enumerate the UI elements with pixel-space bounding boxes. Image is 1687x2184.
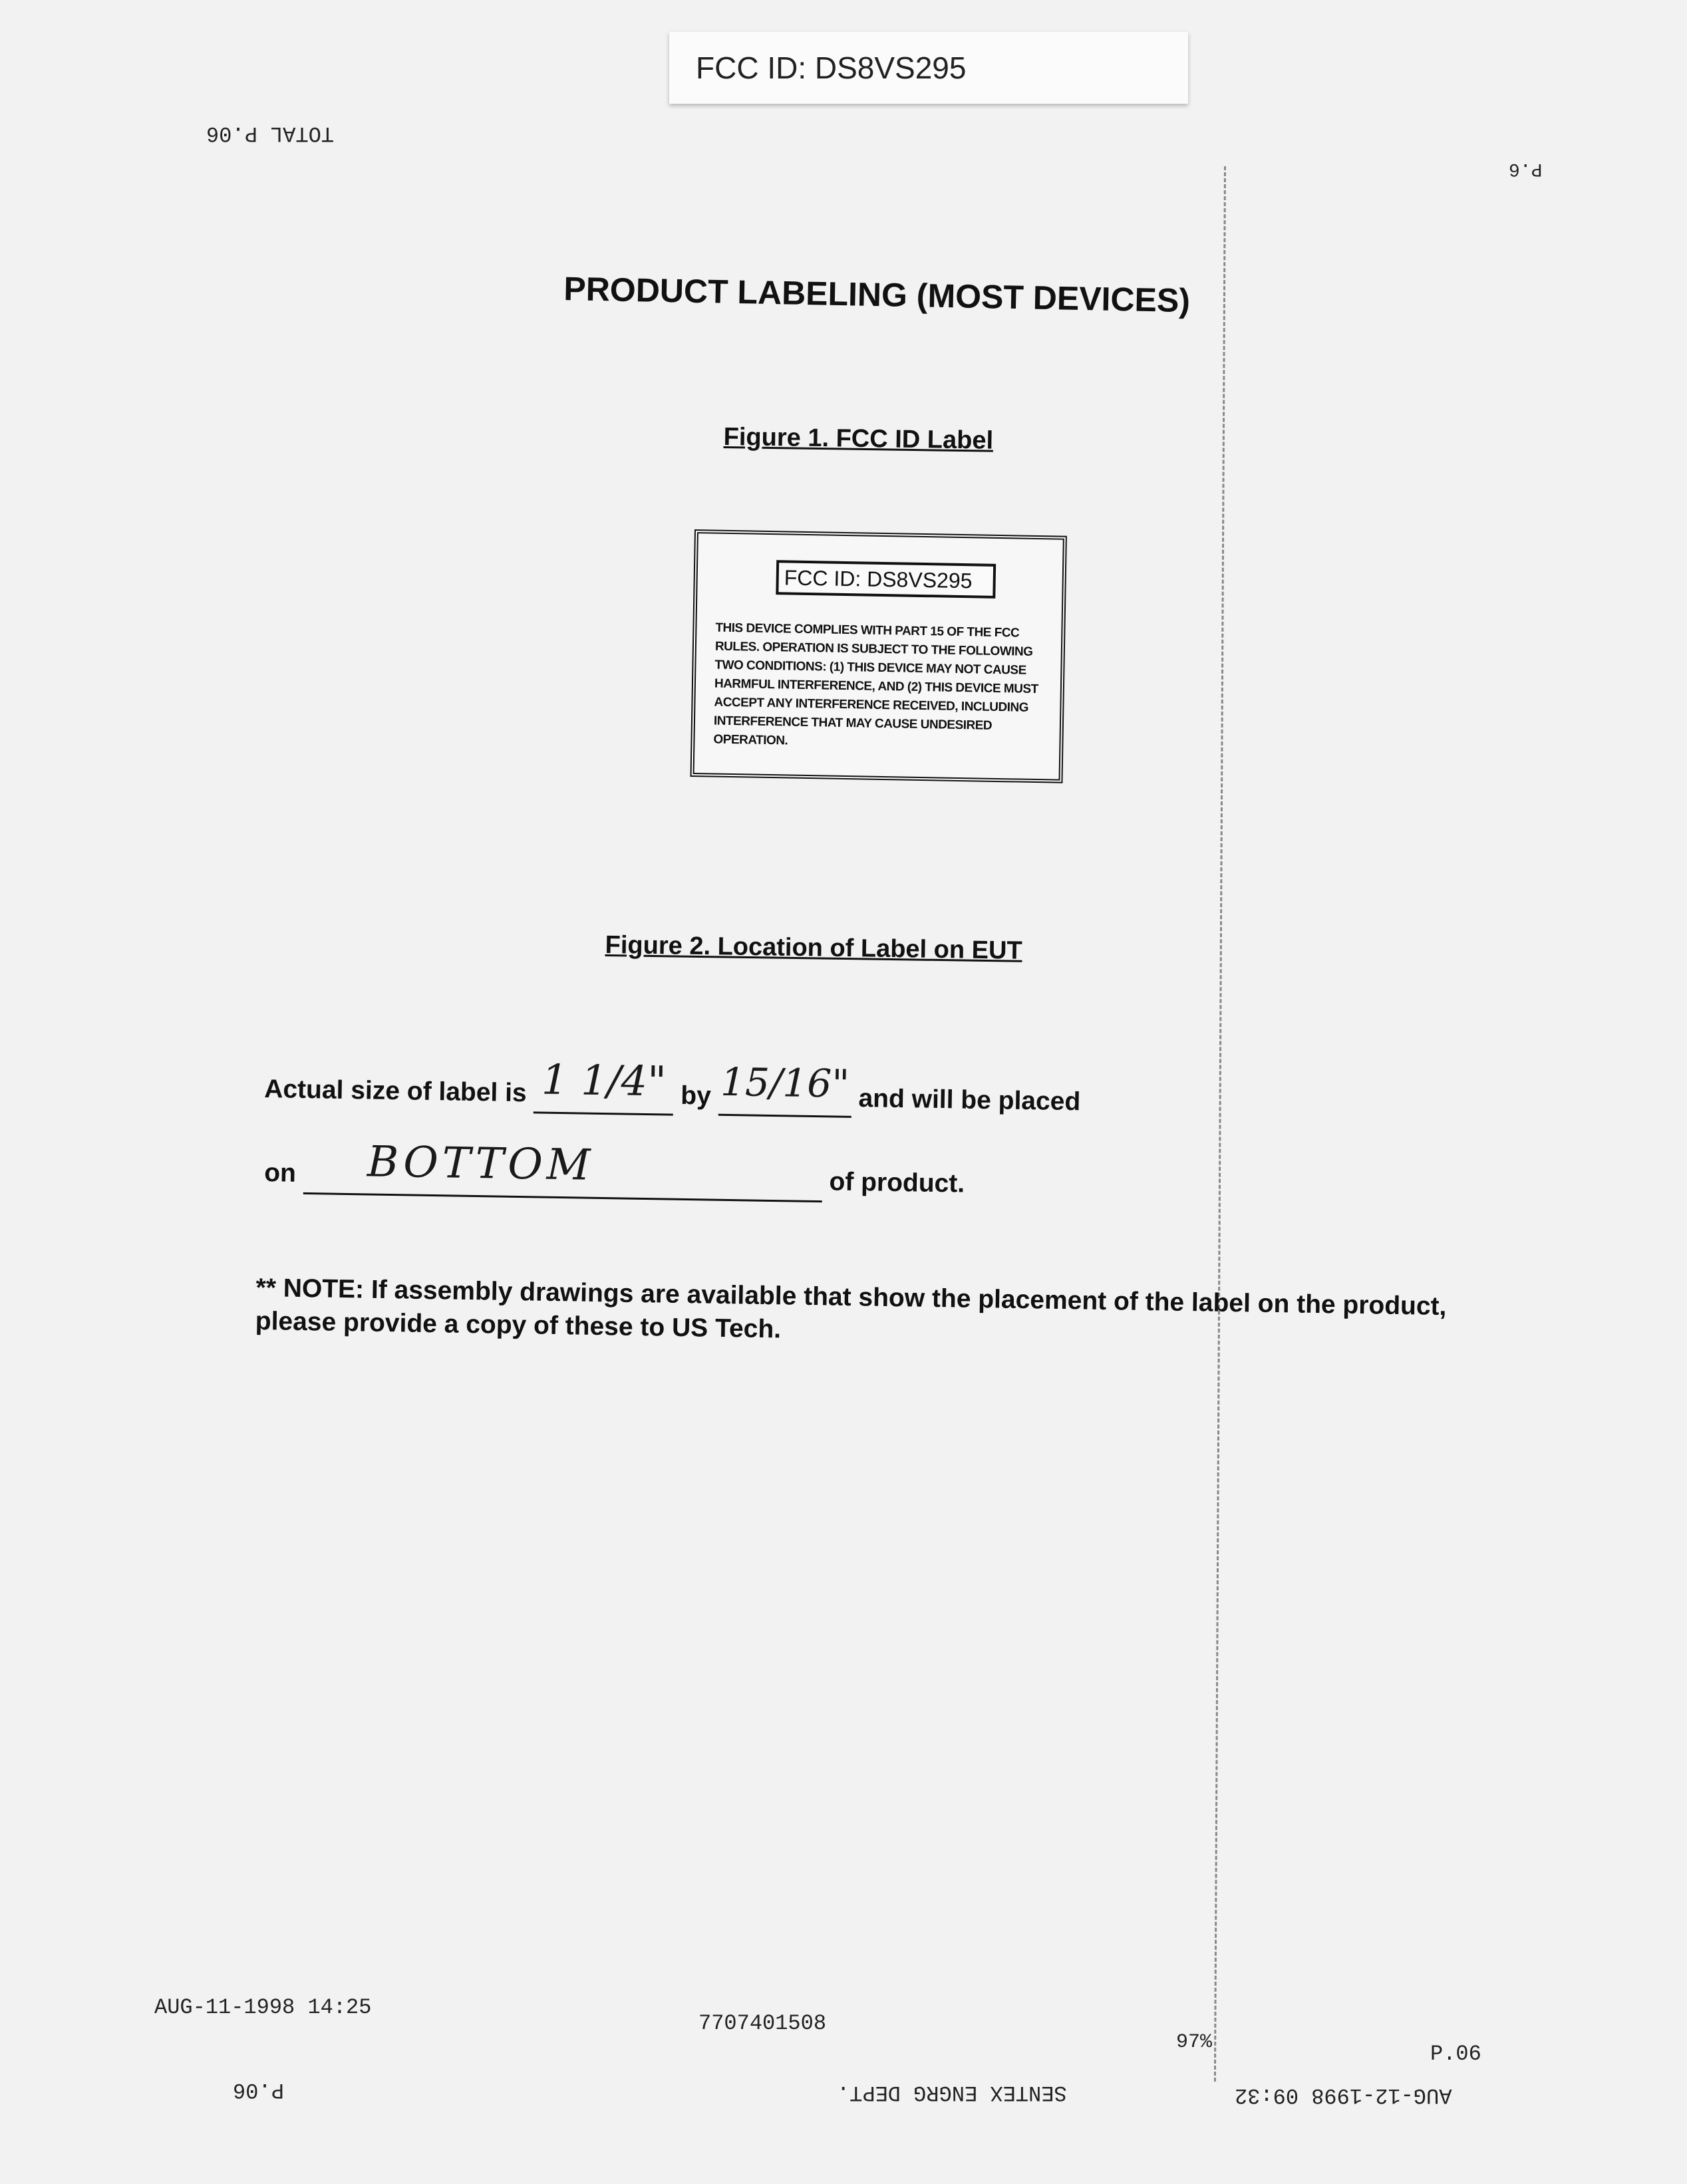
page-title: PRODUCT LABELING (MOST DEVICES)	[563, 269, 1191, 320]
fax-dept-flipped: SENTEX ENGRG DEPT.	[837, 2080, 1067, 2105]
figure2-caption: Figure 2. Location of Label on EUT	[605, 931, 1022, 965]
width-value: 1 1/4"	[541, 1055, 667, 1106]
fax-page-flipped: P.06	[233, 2078, 284, 2102]
assembly-note: ** NOTE: If assembly drawings are available that show the placement of the label on the product, please provide a copy of these to US Tech.	[255, 1273, 1447, 1344]
location-field	[303, 1137, 822, 1202]
fax-page: P.06	[1430, 2042, 1481, 2066]
corner-page-mark: P.6	[1509, 158, 1543, 179]
fax-phone: 7707401508	[698, 2011, 827, 2036]
size-prefix: Actual size of label is	[263, 1074, 528, 1108]
placement-suffix: of product.	[829, 1167, 965, 1198]
label-compliance-text: THIS DEVICE COMPLIES WITH PART 15 OF THE FCC RULES. OPERATION IS SUBJECT TO THE FOLLOWING TWO CONDITIONS: (1) THIS DEVICE MAY NOT CAUSE HARMFUL INTERFERENCE, AND (2) THIS DEVICE MUST ACCEPT ANY INTERFERENCE RECEIVED, INCLUDING INTERFERENCE THAT MAY CAUSE UNDESIRED OPERATION.	[713, 620, 1038, 748]
fax-percent: 97%	[1176, 2031, 1213, 2054]
fax-date-time: AUG-11-1998 14:25	[154, 1995, 372, 2020]
size-suffix: and will be placed	[858, 1084, 1081, 1117]
height-field	[718, 1059, 851, 1118]
location-value: BOTTOM	[367, 1137, 595, 1190]
figure1-caption: Figure 1. FCC ID Label	[723, 423, 994, 455]
label-size-line	[263, 1055, 1081, 1122]
fax-fold-line	[1214, 166, 1226, 2082]
placement-line	[263, 1137, 965, 1205]
fax-date-time-flipped: AUG-12-1998 09:32	[1235, 2083, 1452, 2108]
fcc-id-tab: FCC ID: DS8VS295	[669, 32, 1188, 104]
placement-prefix: on	[263, 1158, 297, 1188]
total-page-flipped: TOTAL P.06	[206, 121, 335, 146]
height-value: 15/16"	[720, 1059, 850, 1107]
size-by: by	[681, 1081, 712, 1111]
fcc-label-figure	[690, 529, 1067, 783]
width-field	[534, 1055, 674, 1115]
label-fcc-id: FCC ID: DS8VS295	[776, 560, 996, 599]
